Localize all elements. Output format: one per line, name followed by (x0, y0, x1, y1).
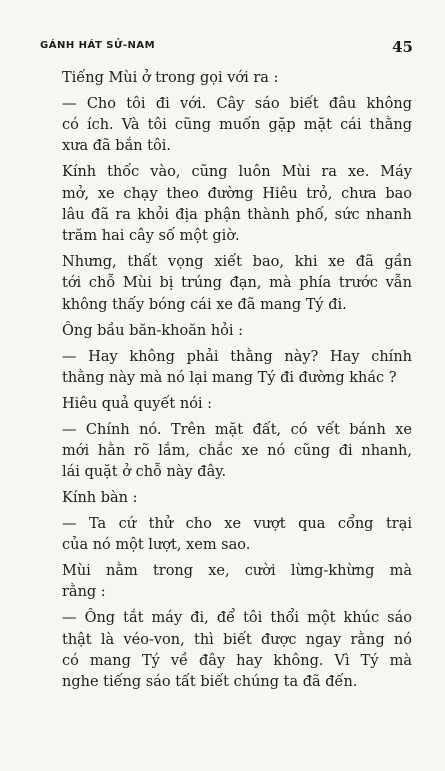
text-line: có mang Tý về đây hay không. Vì Tý mà (62, 652, 412, 669)
paragraph (40, 347, 412, 390)
text-line: — Cho tôi đi với. Cây sáo biết đâu không (62, 95, 412, 112)
paragraph (40, 420, 412, 484)
text-line: mới hằn rõ lắm, chắc xe nó cũng đi nhanh, (62, 442, 412, 459)
paragraph (40, 252, 412, 316)
text-line: mở, xe chạy theo đường Hiêu trỏ, chưa bao (62, 185, 412, 202)
paragraph (40, 162, 412, 247)
text-line: Kính thốc vào, cũng luôn Mùi ra xe. Máy (62, 164, 412, 181)
text-line: có ích. Và tôi cũng muốn gặp mặt cái thằng (62, 117, 412, 134)
text-line: — Chính nó. Trên mặt đất, có vết bánh xe (62, 421, 412, 438)
text-line: không thấy bóng cái xe đã mang Tý đi. (62, 296, 347, 313)
text-line: — Ta cứ thử cho xe vượt qua cổng trại (62, 515, 412, 532)
text-line: — Hay không phải thằng này? Hay chính (62, 348, 412, 365)
paragraph (40, 321, 412, 342)
text-line: Kính bàn : (62, 490, 138, 507)
paragraph (40, 94, 412, 158)
page-header (40, 38, 413, 58)
paragraph (40, 561, 412, 604)
paragraph (40, 514, 412, 557)
paragraph (40, 68, 412, 89)
text-line: rằng : (62, 584, 106, 601)
text-line: của nó một lượt, xem sao. (62, 537, 251, 554)
text-line: Hiêu quả quyết nói : (62, 395, 213, 412)
text-line: — Ông tắt máy đi, để tôi thổi một khúc sáo (62, 610, 412, 627)
text-line: thằng này mà nó lại mang Tý đi đường khác ? (62, 369, 397, 386)
text-line: tới chỗ Mùi bị trúng đạn, mà phía trước vẫn (62, 275, 412, 292)
text-line: thật là véo-von, thì biết được ngay rằng nó (62, 631, 412, 648)
text-line: Tiếng Mùi ở trong gọi với ra : (62, 70, 279, 86)
page-body (40, 68, 412, 698)
text-line: trăm hai cây số một giờ. (62, 228, 240, 245)
paragraph (40, 608, 412, 693)
text-line: nghe tiếng sáo tất biết chúng ta đã đến. (62, 674, 358, 691)
text-line: Mùi nằm trong xe, cười lừng-khừng mà (62, 563, 412, 580)
paragraph (40, 488, 412, 509)
running-title: GÁNH HÁT SỬ-NAM (40, 40, 156, 51)
text-line: Ông bầu băn-khoăn hỏi : (62, 322, 244, 339)
text-line: Nhưng, thất vọng xiết bao, khi xe đã gần (62, 254, 412, 271)
text-line: lâu đã ra khỏi địa phận thành phố, sức nhanh (62, 206, 412, 223)
page-number: 45 (392, 38, 413, 56)
paragraph (40, 394, 412, 415)
text-line: xưa đã bắn tôi. (62, 138, 171, 155)
text-line: lái quặt ở chỗ này đây. (62, 464, 227, 481)
